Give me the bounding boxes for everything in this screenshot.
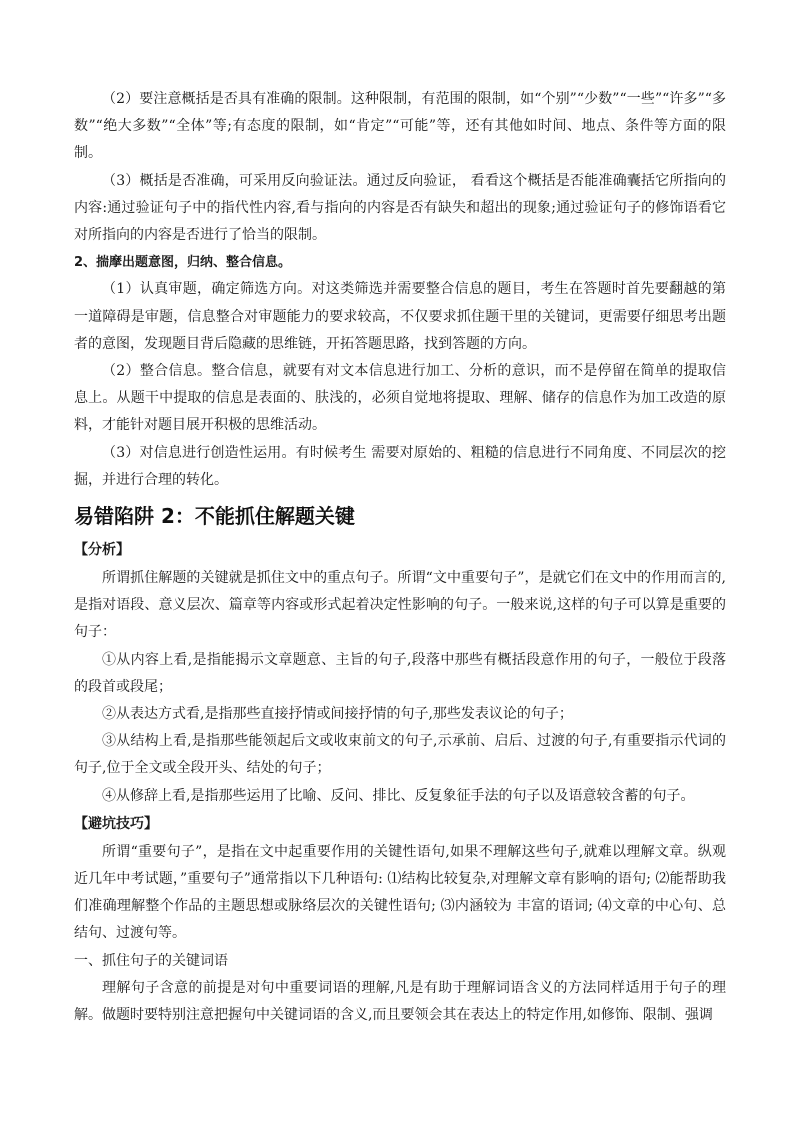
paragraph-analysis-structure: ③从结构上看,是指那些能领起后文或收束前文的句子,示承前、启后、过渡的句子,有重要指示代词的句子,位于全文或全段开头、结处的句子； (74, 733, 726, 777)
section-one-title: 一、抓住句子的关键词语 (74, 952, 228, 969)
paragraph-analysis-rhetoric: ④从修辞上看,是指那些运用了比喻、反问、排比、反复象征手法的句子以及语意较含蓄的句子。 (102, 787, 695, 804)
paragraph-analysis-content: ①从内容上看,是指能揭示文章题意、主旨的句子,段落中那些有概括段意作用的句子，一般位于段落的段首或段尾； (74, 651, 726, 695)
paragraph-creative-use: （3）对信息进行创造性运用。有时候考生 需要对原始的、粗糙的信息进行不同角度、不同层次的挖掘，并进行合理的转化。 (74, 444, 726, 488)
paragraph-integrate-info: （2）整合信息。整合信息，就要有对文本信息进行加工、分析的意识，而不是停留在简单的提取信息上。从题干中提取的信息是表面的、肤浅的，必须自觉地将提取、理解、储存的信息作为加工改造的原料，才能针对题目展开积极的思维活动。 (74, 363, 726, 434)
section-heading-trap-2: 易错陷阱 2：不能抓住解题关键 (74, 504, 355, 529)
paragraph-analysis-expression: ②从表达方式看,是指那些直接抒情或间接抒情的句子,那些发表议论的句子； (102, 706, 573, 723)
paragraph-review-question: （1）认真审题，确定筛选方向。对这类筛选并需要整合信息的题目，考生在答题时首先要翻越的第一道障碍是审题，信息整合对审题能力的要求较高，不仅要求抓住题干里的关键词，更需要仔细思考出题者的意图，发现题目背后隐藏的思维链，开拓答题思路，找到答题的方向。 (74, 281, 726, 352)
tag-analysis: 【分析】 (74, 542, 130, 559)
paragraph-tips: 所谓“重要句子”，是指在文中起重要作用的关键性语句,如果不理解这些句子,就难以理解文章。纵观近几年中考试题，”重要句子”通常指以下几种语句: ⑴结构比较复杂,对理解文章有影响的语句; ⑵能帮助我们准确理解整个作品的主题思想或脉络层次的关键性语句; ⑶内涵较为 丰富的语词; ⑷文章的中心句、总结句、过渡句等。 (74, 843, 726, 942)
paragraph-reverse-check: （3）概括是否准确，可采用反向验证法。通过反向验证， 看看这个概括是否能准确囊括它所指向的内容:通过验证句子中的指代性内容,看与指向的内容是否有缺失和超出的现象;通过验证句子的修饰语看它对所指向的内容是否进行了恰当的限制。 (74, 172, 726, 244)
paragraph-key-words: 理解句子含意的前提是对句中重要词语的理解,凡是有助于理解词语含义的方法同样适用于句子的理解。做题时要特别注意把握句中关键词语的含义,而且要领会其在表达上的特定作用,如修饰、限制、强调 (74, 979, 726, 1024)
paragraph-limit: （2）要注意概括是否具有准确的限制。这种限制，有范围的限制，如“个别”“少数”“一些”“许多”“多数”“绝大多数”“全体”等;有态度的限制，如“肯定”“可能”等，还有其他如时间、地点、条件等方面的限制。 (74, 91, 726, 162)
subheading-intent: 2、揣摩出题意图，归纳、整合信息。 (74, 255, 292, 271)
paragraph-analysis-intro: 所谓抓住解题的关键就是抓住文中的重点句子。所谓“文中重要句子”，是就它们在文中的作用而言的,是指对语段、意义层次、篇章等内容或形式起着决定性影响的句子。一般来说,这样的句子可以算是重要的句子： (74, 570, 726, 641)
document-page (74, 86, 726, 1029)
tag-tips: 【避坑技巧】 (74, 815, 158, 832)
